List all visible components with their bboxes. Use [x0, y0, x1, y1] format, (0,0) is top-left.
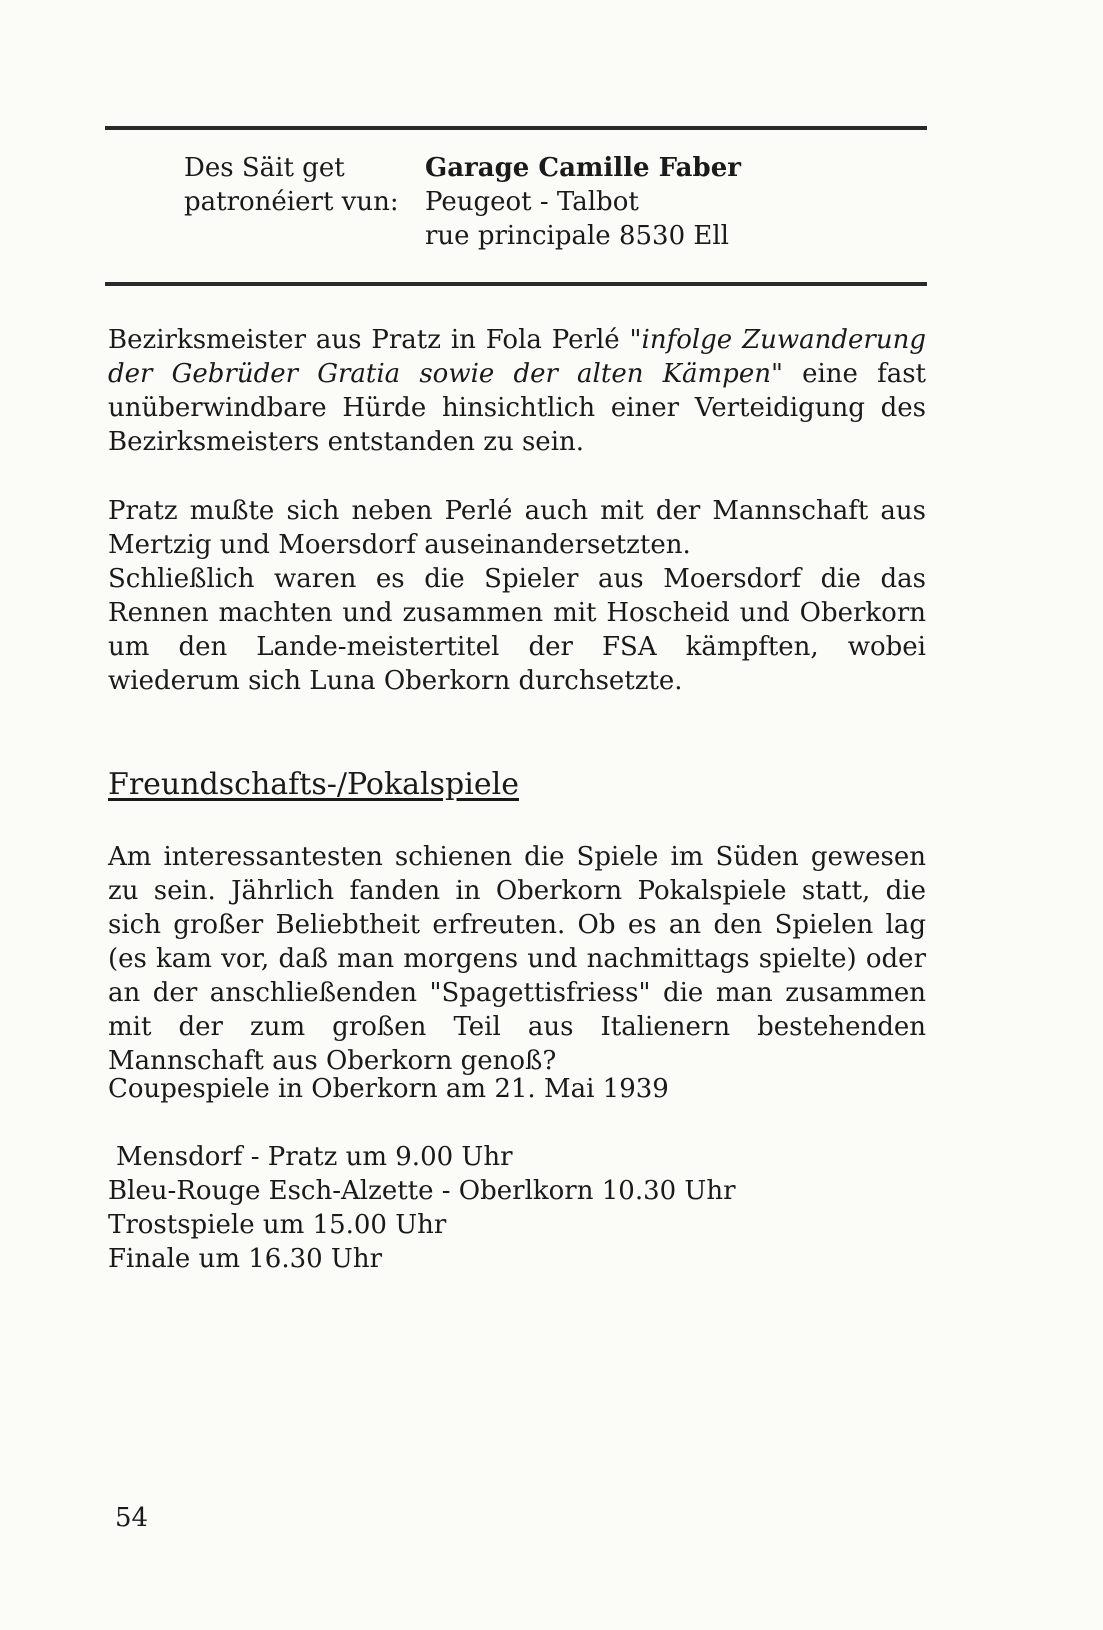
paragraph-2-line-a: Pratz mußte sich neben Perlé auch mit der Mannschaft aus Mertzig und Moersdorf auseinandersetzten. [108, 496, 926, 560]
sponsor-label [184, 151, 424, 219]
schedule-item: Mensdorf - Pratz um 9.00 Uhr [116, 1142, 513, 1172]
paragraph-1-rest: eine fast unüberwindbare Hürde hinsichtlich einer Verteidigung des Bezirksmeisters entstanden zu sein. [108, 359, 926, 457]
paragraph-3 [108, 840, 926, 1078]
sponsor-label-line2: patronéiert vun: [184, 187, 399, 217]
schedule-item: Bleu-Rouge Esch-Alzette - Oberlkorn 10.30 Uhr [108, 1176, 736, 1206]
schedule-item: Finale um 16.30 Uhr [108, 1244, 383, 1274]
match-schedule [108, 1140, 736, 1276]
paragraph-1 [108, 323, 926, 459]
section-heading: Freundschafts-/Pokalspiele [108, 767, 519, 802]
paragraph-3-text: Am interessantesten schienen die Spiele im Süden gewesen zu sein. Jährlich fanden in Oberkorn Pokalspiele statt, die sich großer Beliebtheit erfreuten. Ob es an den Spielen lag (es kam vor, daß man morgens und nachmittags spielte) oder an der anschließenden "Spagettisfriess" die man zusammen mit der zum großen Teil aus Italienern bestehenden Mannschaft aus Oberkorn genoß? [108, 842, 926, 1076]
top-rule [105, 126, 927, 130]
paragraph-2 [108, 494, 926, 698]
paragraph-4-text: Coupespiele in Oberkorn am 21. Mai 1939 [108, 1074, 669, 1104]
sponsor-brand: Peugeot - Talbot [425, 187, 639, 217]
schedule-item: Trostspiele um 15.00 Uhr [108, 1210, 447, 1240]
bottom-rule [105, 282, 927, 286]
page-number: 54 [115, 1503, 149, 1533]
paragraph-1-intro: Bezirksmeister aus Pratz in Fola Perlé [108, 325, 630, 355]
paragraph-4 [108, 1072, 926, 1106]
paragraph-2-line-b: Schließlich waren es die Spieler aus Moersdorf die das Rennen machten und zusammen mit Hoscheid und Oberkorn um den Lande-meistertitel der FSA kämpften, wobei wiederum sich Luna Oberkorn durchsetzte. [108, 564, 926, 696]
paragraph-1-quote: "infolge Zuwanderung der Gebrüder Gratia sowie der alten Kämpen" [108, 325, 926, 389]
sponsor-info [425, 151, 741, 253]
sponsor-label-line1: Des Säit get [184, 153, 345, 183]
sponsor-address: rue principale 8530 Ell [425, 221, 729, 251]
sponsor-name: Garage Camille Faber [425, 153, 741, 183]
